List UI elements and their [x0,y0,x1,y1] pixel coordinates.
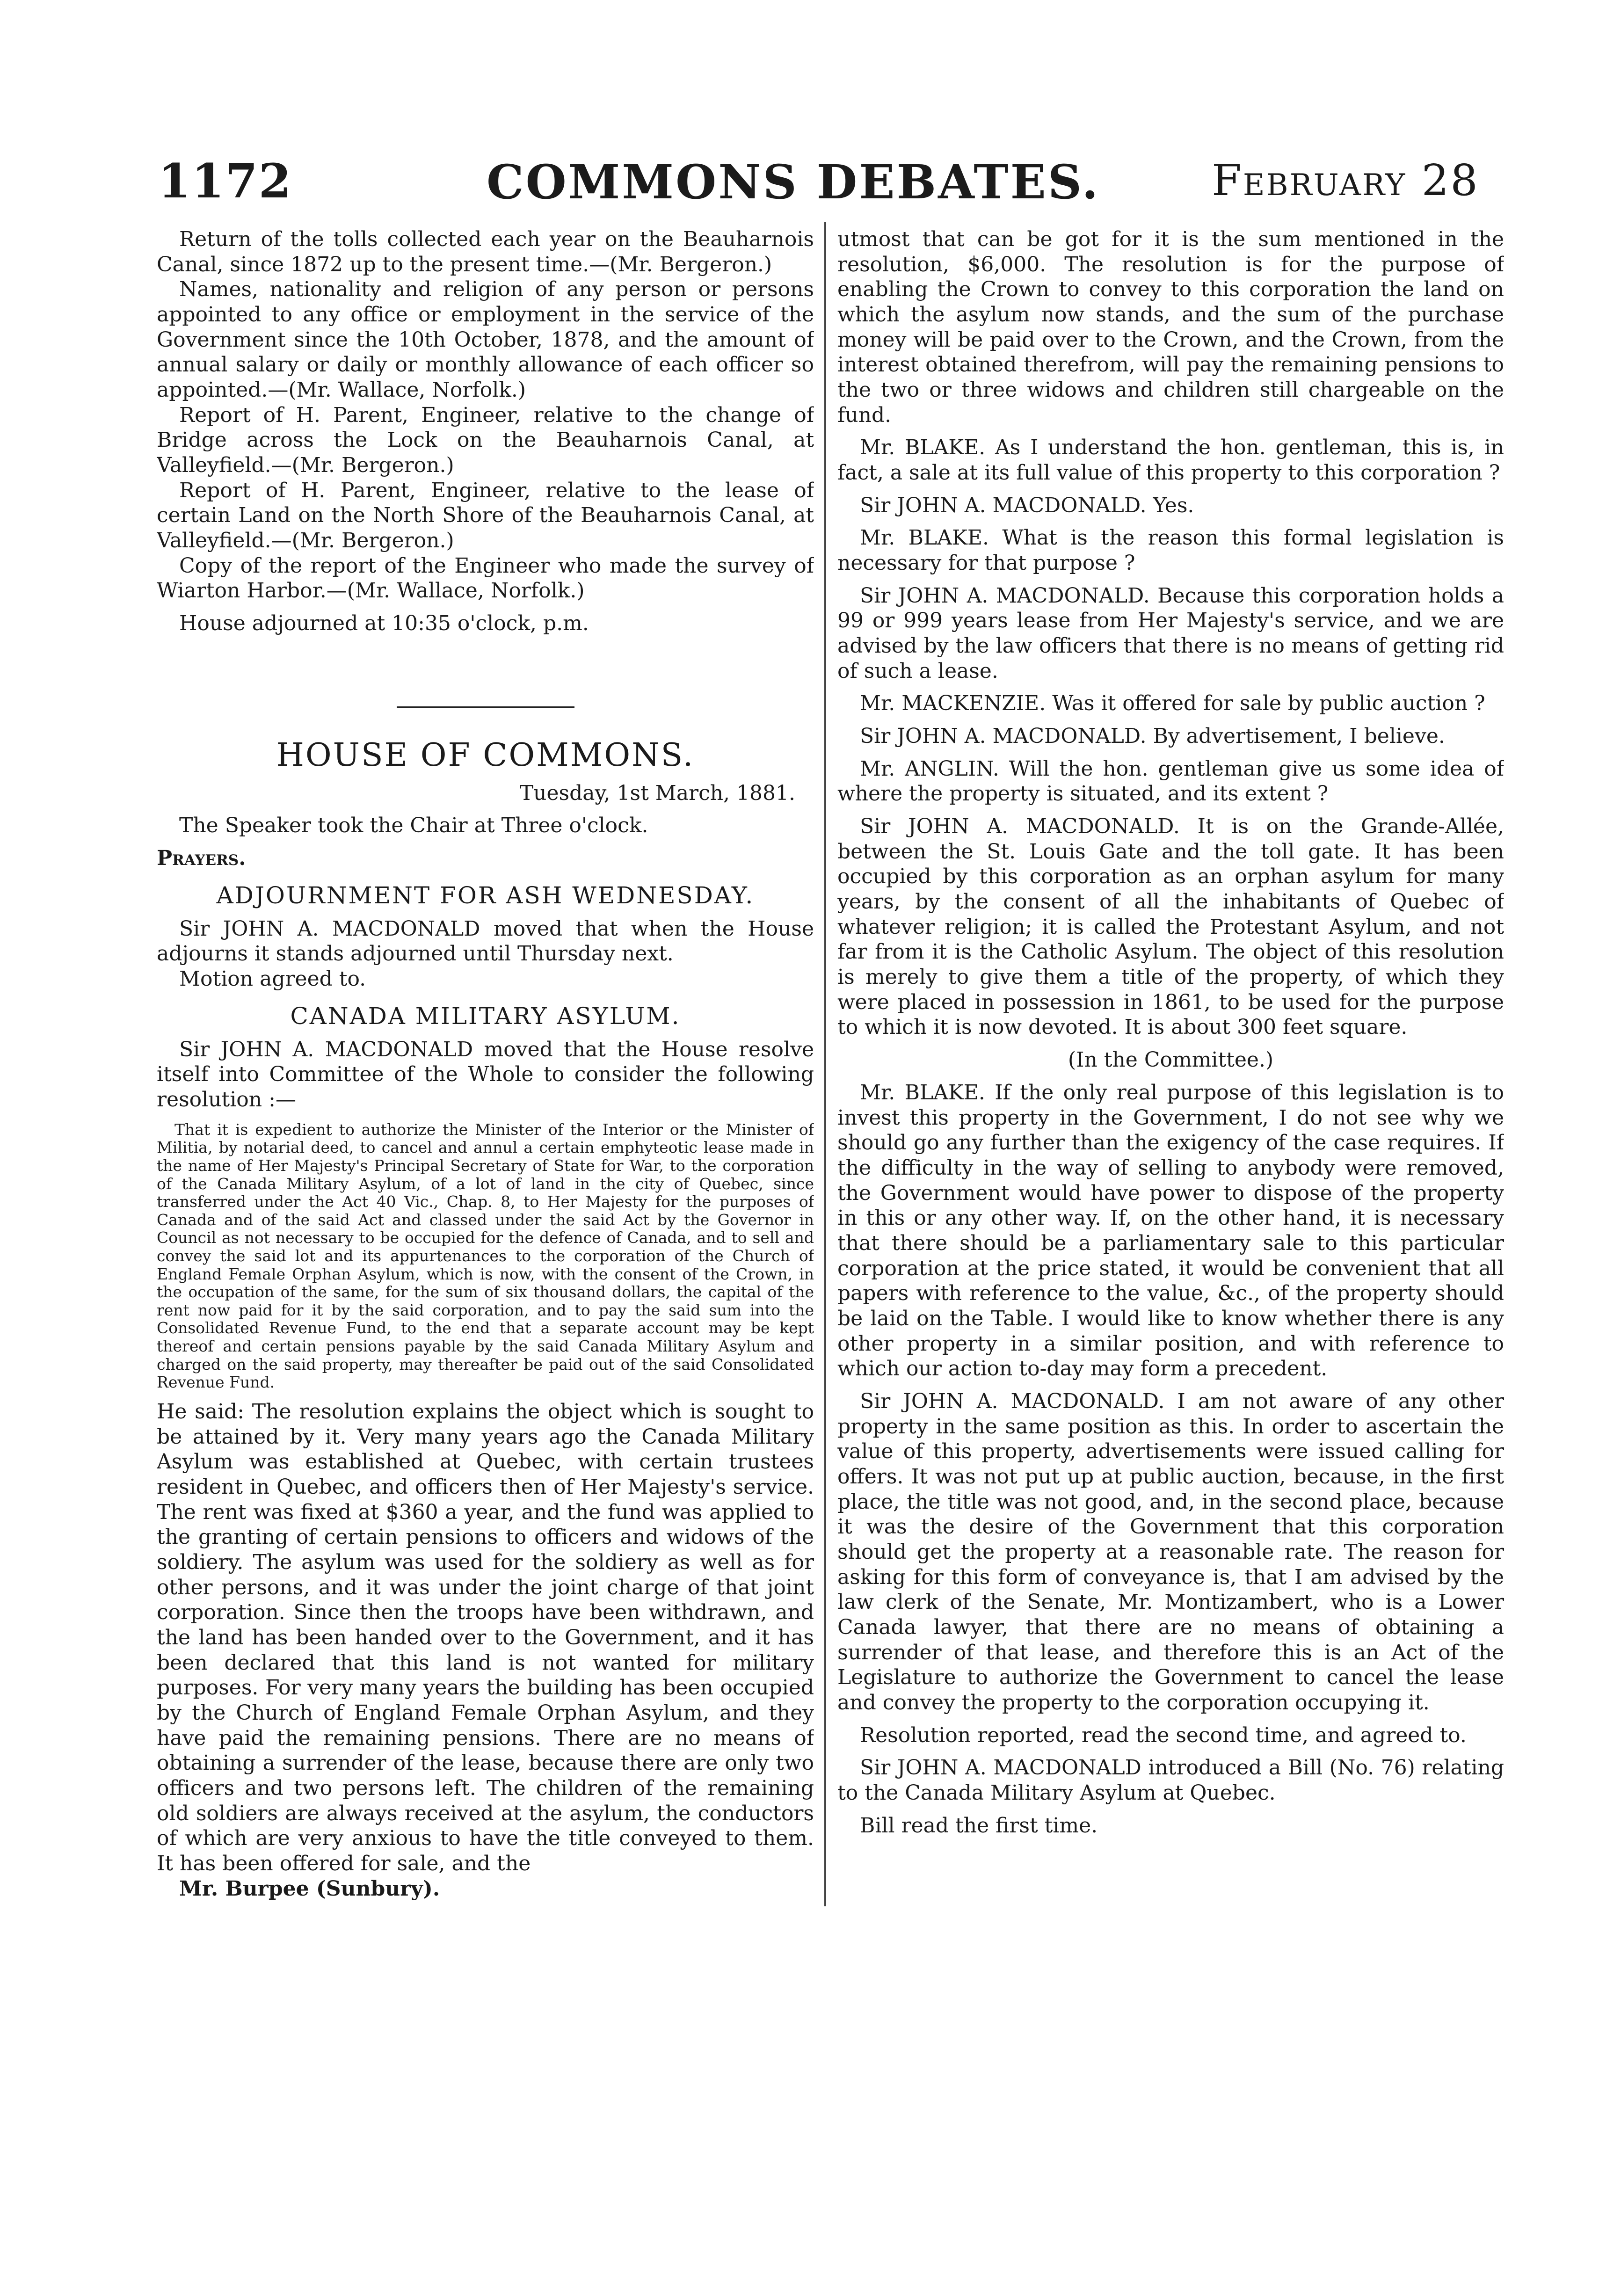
page-header [0,0,1599,220]
speech-blake: Mr. BLAKE. If the only real purpose of this legislation is to invest this property in the Government, I do not see why we should go any further than the exigency of the case requires. If the difficulty in the way of selling to anybody were removed, the Government would have power to dispose of the property in this or any other way. If, on the other hand, it is necessary that there should be a parliamentary sale to this particular corporation at the price stated, it would be convenient that all papers with reference to the value, &c., of the property should be laid on the Table. I would like to know whether there is any other property in a similar position, and with reference to which our action to-day may form a precedent. [837,1080,1504,1381]
speech-anglin: Mr. ANGLIN. Will the hon. gentleman give us some idea of where the property is situated, and its extent ? [837,756,1504,806]
catchword: Mr. Burpee (Sunbury). [179,1876,440,1901]
adjournment-motion: Sir JOHN A. MACDONALD moved that when the House adjourns it stands adjourned until Thursday next. [157,916,814,966]
speech-mackenzie: Mr. MACKENZIE. Was it offered for sale by public auction ? [860,691,1485,716]
return-item: Report of H. Parent, Engineer, relative to the lease of certain Land on the North Shore of the Beauharnois Canal, at Valleyfield.—(Mr. Bergeron.) [157,478,814,553]
asylum-motion: Sir JOHN A. MACDONALD moved that the House resolve itself into Committee of the Whole to consider the following resolution :— [157,1037,814,1112]
house-heading: HOUSE OF COMMONS. [276,736,695,774]
speech-blake: Mr. BLAKE. What is the reason this formal legislation is necessary for that purpose ? [837,526,1504,575]
bill-introduced: Sir JOHN A. MACDONALD introduced a Bill (No. 76) relating to the Canada Military Asylum at Quebec. [837,1756,1504,1805]
right-column [837,227,1504,1930]
sitting-date: Tuesday, 1st March, 1881. [519,781,795,805]
speech-text: He said: The resolution explains the object which is sought to be attained by it. Very many years ago the Canada Military Asylum was established at Quebec, with certain trustees resident in Quebec, and officers then of Her Majesty's service. The rent was fixed at $360 a year, and the fund was applied to the granting of certain pensions to officers and widows of the soldiery. The asylum was used for the soldiery as well as for other persons, and it was under the joint charge of that joint corporation. Since then the troops have been withdrawn, and the land has been handed over to the Government, and it has been declared that this land is not wanted for military purposes. For very many years the building has been occupied by the Church of England Female Orphan Asylum, and they have paid the remaining pensions. There are no means of obtaining a surrender of the lease, because there are only two officers and two persons left. The children of the remaining old soldiers are always received at the asylum, the conductors of which are very anxious to have the title conveyed to them. It has been offered for sale, and the [157,1399,814,1875]
running-date: February 28 [1212,155,1479,205]
return-item: Copy of the report of the Engineer who made the survey of Wiarton Harbor.—(Mr. Wallace, Norfolk.) [157,553,814,603]
adjourned-note: House adjourned at 10:35 o'clock, p.m. [179,611,589,636]
speech-macdonald: Sir JOHN A. MACDONALD. It is on the Grande-Allée, between the St. Louis Gate and the toll gate. It has been occupied by this corporation as an orphan asylum for many years, by the consent of all the inhabitants of Quebec of whatever religion; it is called the Protestant Asylum, and not far from it is the Catholic Asylum. The object of this resolution is merely to give them a title of the property, of which they were placed in possession in 1861, to be used for the purpose to which it is now devoted. It is about 300 feet square. [837,814,1504,1039]
return-item: Names, nationality and religion of any person or persons appointed to any office or employment in the service of the Government since the 10th October, 1878, and the amount of annual salary or daily or monthly allowance of each officer so appointed.—(Mr. Wallace, Norfolk.) [157,277,814,402]
page-number: 1172 [158,153,292,209]
motion-agreed: Motion agreed to. [179,967,366,991]
running-title: COMMONS DEBATES. [487,154,1100,210]
adjournment-heading: ADJOURNMENT FOR ASH WEDNESDAY. [216,881,755,909]
bill-read: Bill read the first time. [860,1813,1098,1838]
resolution-reported: Resolution reported, read the second time, and agreed to. [860,1723,1467,1747]
speech-macdonald: Sir JOHN A. MACDONALD. Because this corporation holds a 99 or 999 years lease from Her Majesty's service, and we are advised by the law officers that there is no means of getting rid of such a lease. [837,583,1504,683]
speech-macdonald: Sir JOHN A. MACDONALD. I am not aware of any other property in the same position as this. In order to ascertain the value of this property, advertisements were issued calling for offers. It was not put up at public auction, because, in the first place, the title was not good, and, in the second place, because it was the desire of the Government that this corporation should get the property at a reasonable rate. The reason for asking for this form of conveyance is, that I am advised by the law clerk of the Senate, Mr. Montizambert, who is a Lower Canada lawyer, that there are no means of obtaining a surrender of that lease, and therefore this is an Act of the Legislature to authorize the Government to cancel the lease and convey the property to the corporation occupying it. [837,1389,1504,1715]
speech-macdonald: Sir JOHN A. MACDONALD. By advertisement, I believe. [860,724,1445,748]
speaker-line: The Speaker took the Chair at Three o'clock. [179,814,648,838]
committee-note: (In the Committee.) [1068,1048,1274,1072]
speech-continuation: utmost that can be got for it is the sum mentioned in the resolution, $6,000. The resolution is for the purpose of enabling the Crown to convey to this corporation the land on which the asylum now stands, and the sum of the purchase money will be paid over to the Crown, and the Crown, from the interest obtained therefrom, will pay the remaining pensions to the two or three widows and children still chargeable on the fund. [837,227,1504,427]
speech-blake: Mr. BLAKE. As I understand the hon. gentleman, this is, in fact, a sale at its full value of this property to this corporation ? [837,436,1504,485]
return-item: Report of H. Parent, Engineer, relative to the change of Bridge across the Lock on the Beauharnois Canal, at Valleyfield.—(Mr. Bergeron.) [157,403,814,478]
left-column [157,227,814,1930]
prayers: Prayers. [157,846,246,871]
resolution-text: That it is expedient to authorize the Minister of the Interior or the Minister of Militia, by notarial deed, to cancel and annul a certain emphyteotic lease made in the name of Her Majesty's Principal Secretary of State for War, to the corporation of the Canada Military Asylum, of a lot of land in the city of Quebec, since transferred under the Act 40 Vic., Chap. 8, to Her Majesty for the purposes of Canada and of the said Act and classed under the said Act by the Governor in Council as not necessary to be occupied for the defence of Canada, and to sell and convey the said lot and its appurtenances to the corporation of the Church of England Female Orphan Asylum, which is now, with the consent of the Crown, in the occupation of the same, for the sum of six thousand dollars, the capital of the rent now paid for it by the said corporation, and to pay the said sum into the Consolidated Revenue Fund, to the end that a separate account may be kept thereof and certain pensions payable by the said Canada Military Asylum and charged on the said property, may thereafter be paid out of the said Consolidated Revenue Fund. [157,1120,814,1392]
asylum-heading: CANADA MILITARY ASYLUM. [290,1002,681,1030]
speech-macdonald: Sir JOHN A. MACDONALD. Yes. [860,493,1194,517]
section-divider [397,706,574,708]
return-item: Return of the tolls collected each year on the Beauharnois Canal, since 1872 up to the present time.—(Mr. Bergeron.) [157,227,814,276]
column-rule [824,222,826,1906]
